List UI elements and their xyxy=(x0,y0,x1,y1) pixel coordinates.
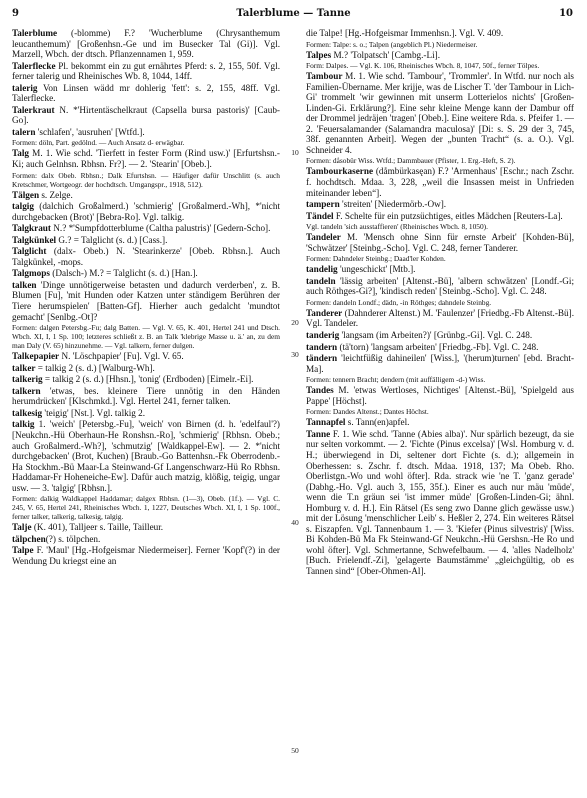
entry-text: Formen: dandeln Londf.; dädn, -in Röthges; dahndele Steinbg. xyxy=(306,297,492,307)
entry-text: s. Tann(en)apfel. xyxy=(345,417,410,428)
entry-text: 'lässig arbeiten' [Altenst.-Bü], 'albern schwätzen' [Londf.-Gi; auch Röthges-Gi?], 'kindisch reden' [Steinbg.-Scho]. Vgl. C. 248. xyxy=(306,275,574,297)
entry-note xyxy=(306,375,574,384)
dictionary-entry xyxy=(306,50,574,61)
dictionary-entry xyxy=(306,276,574,297)
dictionary-entry xyxy=(12,374,280,385)
entry-headword: Tannapfel xyxy=(306,417,346,428)
entry-text: 1. 'weich' [Petersbg.-Fu], 'weich' von Birnen (d. h. 'edelfaul'?) [Neukchn.-Hü Oberhaun-He Ronshsn.-Ro], 'schmierig' [Rbhsn. Obeb.; auch Großalmerd.-Wh?], 'schmutzig' [Waldkappel-Ew]. — 2. *'nicht durchgebacken' (Brot, Kuchen) [Braub.-Go Battenhsn.-Fk Oberrodenb.-Ha Stockhm.-Bü Maar-La Steinwand-Gf Langenschwarz-Hü Ro Rbhsn. Haddamar-Fr Hoheneiche-Ew]. Dafür auch matzig, klößig, teigig, ungar usw. — 3. 'talgig' [Rbhsn.]. xyxy=(12,419,280,493)
dictionary-entry xyxy=(306,28,574,39)
dictionary-entry xyxy=(12,61,280,82)
dictionary-entry xyxy=(306,71,574,155)
dictionary-entry xyxy=(12,280,280,322)
entry-text: 'leichtfüßig dahineilen' [Wiss.], '(herum)turnen' [ebd. Bracht-Ma]. xyxy=(306,353,574,374)
dictionary-entry xyxy=(306,353,574,374)
entry-headword: Tandeler xyxy=(306,232,341,243)
entry-headword: Tändel xyxy=(306,210,334,221)
entry-text: (K. 401), Talljeer s. Taille, Tailleur. xyxy=(31,522,164,533)
entry-headword: Talje xyxy=(12,522,32,533)
entry-text: Formen: Dahndeler Steinbg.; Daad'ler Kohden. xyxy=(306,254,446,264)
dictionary-entry xyxy=(306,385,574,406)
entry-headword: talkerig xyxy=(12,374,43,385)
page-number-right: 10 xyxy=(559,8,573,19)
entry-headword: Tambourkaserne xyxy=(306,166,374,177)
entry-text: Von Linsen wädd mr dohlerig 'fett': s. 2, 155, 48ff. Vgl. Talerflecke. xyxy=(12,82,280,104)
entry-text: F. 1. Wie schd. 'Tanne (Abies alba)'. Nur spärlich bezeugt, da sie nur selten vorkommt. — 2. 'Fichte (Pinus excelsa)' [Wsl. Homburg v. d. H.; überwiegend in Di, seltener dort Fichte (s. d.); allgemein in Oberhessen: s. Zschr. f. dtsch. Mdaa. 1918, 137; Ma Obeb. Rho. Oberlistgn.-Wo und wohl öfter]. Rda. strack wie 'ne T. 'ganz gerade' (Dabhg.-Ho. Vgl. auch 3, 155, 35f.). Einer es auch nur mäu 'müde', wenn die T.n gräun sei 'ist immer müde' [Großen-Linden-Gi; ähnl. Homburg v. d. H.]. Ein Rätsel (Es seng zwo Danne glich gewässe usw.) mit der Lösung 'menschlicher Leib' s. Heßler 2, 274. Ein weiteres Rätsel s. Eiszapfen. Vgl. Tannenbaum 1. — 3. 'Kiefer (Pinus silvestris)' [Wiss. Bi Kohden-Bü Ma Fk Steinwand-Gf Neukchn.-Hü Gershsn.-He Ro und wohl öfter]. Vgl. Schmertanne, Schwefelbaum. — 4. 'alles Nadelholz' [Buch. Frielendf.-Zi], 'gelagerte Baumstämme' „gleichgültig, ob es Tannen sind“ [Ober-Ohmen-Al]. xyxy=(306,428,574,576)
entry-headword: Talpe xyxy=(12,545,34,556)
entry-text: = talkig 2 (s. d.) [Walburg-Wh]. xyxy=(35,362,155,373)
entry-text: 'Dinge unnötigerweise betasten und dadurch verderben', z. B. Blumen [Fu], 'mit Hunden oder Katzen unter ständigem Berühren der Tiere herumspielen' [Batten-Gf]. Hierher auch gedalcht 'mundtot gemacht' [Senlbg.-Ot]? xyxy=(12,279,280,322)
entry-text: G.? = Talglicht (s. d.) [Cass.]. xyxy=(56,234,168,245)
entry-text: (Dahnderer Altenst.) M. 'Faulenzer' [Friedbg.-Fb Altenst.-Bü]. Vgl. Tandeler. xyxy=(306,307,574,329)
entry-text: F. 'Maul' [Hg.-Hofgeismar Niedermeiser]. Ferner 'Kopf'(?) in der Wendung Du kriegst eine an xyxy=(12,545,280,566)
entry-text: Pl. bekommt ein zu gut ernährtes Pferd: s. 2, 155, 50f. Vgl. ferner talerig und Rheinisches Wb. 8, 1044, 14ff. xyxy=(12,60,280,82)
entry-headword: Talgkraut xyxy=(12,223,51,234)
entry-headword: talgig xyxy=(12,201,34,212)
entry-text: Formen: tennern Bracht; dendern (mit auffälligem -d-) Wiss. xyxy=(306,375,486,385)
entry-headword: Talerflecke xyxy=(12,60,56,71)
line-number: 10 xyxy=(291,148,299,157)
entry-text: Formen: dåsobür Wiss. Wtfd.; Dammbauer (Pfister, 1. Erg.-Heft, S. 2). xyxy=(306,156,516,166)
entry-text: (dalx- Obeb.) N. 'Stearinkerze' [Obeb. Rbhsn.]. Auch Talgkünkel, -mops. xyxy=(12,246,280,267)
entry-headword: Tanne xyxy=(306,428,331,439)
entry-headword: Tandes xyxy=(306,385,334,396)
entry-text: Form: Dalpes. — Vgl. K. 106, Rheinisches Wbch. 8, 1047, 50f., ferner Tölpes. xyxy=(306,61,540,71)
entry-headword: Talglicht xyxy=(12,246,47,257)
left-column xyxy=(12,28,280,790)
entry-text: 'teigig' [Nst.]. Vgl. talkig 2. xyxy=(42,407,146,418)
dictionary-entry xyxy=(306,166,574,198)
dictionary-entry xyxy=(12,127,280,138)
entry-text: s. Zelge. xyxy=(39,189,73,200)
line-number: 50 xyxy=(291,746,299,755)
dictionary-entry xyxy=(12,105,280,126)
entry-text: M. 1. Wie schd. 'Tambour', 'Trommler'. In Wtfd. nur noch als Familien-Übername. Mer krijje, was de Lischer T. 'der Tambour in Lich-Gi' trommelt 'wir gewinnen mit unserm Lotterielos nichts' [Großen-Linden-Gi. Erklärung?]. Eine sehr kleine Menge kann der Dambur off der Drommel jedräjen 'tragen' [Obeb.]. Eine weitere Rda. s. Pfeifer 1. — 2. 'Feuersalamander (Salamandra maculosa)' [Di: s. S. 29 der 3, 745, 38f. genannten Arbeit]. Wegen der „bunten Tracht“ (s. a. O.). Vgl. Schneider 4. xyxy=(306,71,574,155)
line-number: 30 xyxy=(291,350,299,359)
page-number-left: 9 xyxy=(12,8,19,19)
entry-headword: Talpes xyxy=(306,49,332,60)
entry-headword: Talgkünkel xyxy=(12,234,57,245)
entry-text: M. 'Mensch ohne Sinn für ernste Arbeit' [Kohden-Bü], 'Schwätzer' [Steinbg.-Scho]. Vgl. C. 248, ferner Tanderer. xyxy=(306,232,574,253)
entry-note xyxy=(12,138,280,147)
entry-headword: Talerblume xyxy=(12,28,58,38)
running-title: Talerblume — Tanne xyxy=(236,8,351,19)
entry-note xyxy=(306,407,574,416)
entry-text: M.? 'Tolpatsch' [Cambg.-Li]. xyxy=(331,49,441,60)
entry-headword: talkesig xyxy=(12,407,43,418)
entry-text: 'streiten' [Niedermörb.-Ow]. xyxy=(339,199,447,210)
entry-text: Formen: döln, Part. gedölnd. — Auch Ansatz d- erwägbar. xyxy=(12,138,185,148)
entry-headword: talerig xyxy=(12,82,38,93)
entry-text: N. 'Löschpapier' [Fu]. Vgl. V. 65. xyxy=(59,351,184,362)
entry-text: 'schlafen', 'ausruhen' [Wtfd.]. xyxy=(35,126,145,137)
entry-text: M. 1. Wie schd. 'Tierfett in fester Form (Rind usw.)' [Erfurtshsn.-Ki; auch Gelnhsn. Rbhsn. Fr?]. — 2. 'Stearin' [Obeb.]. xyxy=(12,148,280,170)
entry-text: Formen: dalgen Petersbg.-Fu; dalg Batten. — Vgl. V. 65, K. 401, Hertel 241 und Dtsch. Wbch. XI, I, 1 Sp. 100; letzteres schließt z. B. an Talk 'klebrige Masse u. ä.' an, zu dem man Daly (V. 65) hinzunehme. — Vgl. talkern, ferner dulgen. xyxy=(12,323,280,351)
entry-note xyxy=(306,156,574,165)
entry-note xyxy=(306,222,574,231)
entry-headword: talker xyxy=(12,362,36,373)
entry-note xyxy=(306,298,574,307)
page-header xyxy=(0,8,587,22)
dictionary-entry xyxy=(306,199,574,210)
entry-text: 'etwas, bes. kleinere Tiere unnötig in den Händen herumdrücken' [Klschmkd.]. Vgl. Hertel 241, ferner talken. xyxy=(12,385,280,407)
dictionary-entry xyxy=(12,351,280,362)
dictionary-entry xyxy=(12,83,280,104)
entry-text: = talkig 2 (s. d.) [Hhsn.], 'tonig' (Erdboden) [Eimelr.-Ei]. xyxy=(42,374,254,385)
entry-note xyxy=(306,61,574,70)
entry-text: N.? *'Sumpfdotterblume (Caltha palustris)' [Gedern-Scho]. xyxy=(50,223,271,234)
entry-text: (-blomme) F.? 'Wucherblume (Chrysanthemum leucanthemum)' [Großenhsn.-Ge und im Busecker Tal (Gi)]. Vgl. Marzell, Wbch. der dtsch. Pflanzennamen 1, 959. xyxy=(12,28,280,60)
entry-text: (?) s. tölpchen. xyxy=(45,533,101,544)
dictionary-entry xyxy=(12,363,280,374)
entry-headword: Tanderer xyxy=(306,307,343,318)
entry-text: Vgl. tandeln 'sich ausstaffieren' (Rheinisches Wbch. 8, 1050). xyxy=(306,222,488,232)
entry-text: M. 'etwas Wertloses, Nichtiges' [Altenst.-Bü], 'Spielgeld aus Pappe' [Höchst]. xyxy=(306,385,574,406)
entry-headword: Talgmops xyxy=(12,268,50,279)
dictionary-entry xyxy=(12,148,280,169)
right-column xyxy=(306,28,574,790)
dictionary-entry xyxy=(306,211,574,222)
entry-note xyxy=(12,494,280,521)
entry-headword: talern xyxy=(12,126,36,137)
entry-text: Formen: dalkig Waldkappel Haddamar; dalgex Rbhsn. (1—3), Obeb. (1f.). — Vgl. C. 245, V. 65, Hertel 241, Rheinisches Wbch. 1, 1227, Deutsches Wbch. XI, I, 1 Sp. 100f., ferner talker, talkerig, talkesig, talgig. xyxy=(12,494,280,522)
dictionary-entry xyxy=(306,417,574,428)
entry-headword: Tälgen xyxy=(12,189,40,200)
entry-note xyxy=(12,171,280,189)
entry-headword: tandelig xyxy=(306,264,338,275)
entry-text: (Dalsch-) M.? = Talglicht (s. d.) [Han.]. xyxy=(49,268,198,279)
entry-headword: talkern xyxy=(12,385,41,396)
entry-headword: tändern xyxy=(306,353,338,364)
dictionary-entry xyxy=(12,534,280,545)
entry-text: Formen: Dandes Altenst.; Dantes Höchst. xyxy=(306,407,429,417)
dictionary-entry xyxy=(306,342,574,353)
entry-headword: Tambour xyxy=(306,71,343,82)
entry-headword: tampern xyxy=(306,199,340,210)
dictionary-entry xyxy=(306,232,574,253)
line-number: 40 xyxy=(291,518,299,527)
dictionary-entry xyxy=(12,386,280,407)
dictionary-entry xyxy=(12,190,280,201)
dictionary-entry xyxy=(12,201,280,222)
dictionary-entry xyxy=(12,235,280,246)
entry-text: N. *'Hirtentäschelkraut (Capsella bursa pastoris)' [Caub-Go]. xyxy=(12,104,280,126)
entry-note xyxy=(306,254,574,263)
line-number: 20 xyxy=(291,318,299,327)
entry-note xyxy=(306,40,574,49)
dictionary-entry xyxy=(12,522,280,533)
dictionary-entry xyxy=(12,419,280,493)
entry-text: F. Schelte für ein putzsüchtiges, eitles Mädchen [Reuters-La]. xyxy=(333,210,563,221)
entry-headword: Talerkraut xyxy=(12,104,55,115)
entry-text: 'ungeschickt' [Mtb.]. xyxy=(337,264,416,275)
dictionary-entry xyxy=(306,330,574,341)
entry-headword: talken xyxy=(12,279,37,290)
entry-headword: Talkepapier xyxy=(12,351,60,362)
entry-headword: Talg xyxy=(12,148,30,159)
entry-headword: tandern xyxy=(306,341,338,352)
dictionary-entry xyxy=(12,408,280,419)
entry-text: 'langsam (im Arbeiten?)' [Grünbg.-Gi]. Vgl. C. 248. xyxy=(339,330,533,341)
entry-headword: talkig xyxy=(12,419,35,430)
entry-text: (tä'torn) 'langsam arbeiten' [Friedbg.-Fb]. Vgl. C. 248. xyxy=(337,341,539,352)
dictionary-entry xyxy=(306,264,574,275)
dictionary-entry xyxy=(306,429,574,577)
entry-headword: tandeln xyxy=(306,275,336,286)
dictionary-entry xyxy=(12,246,280,267)
entry-text: Formen: Talpe: s. o.; Talpen (angeblich Pl.) Niedermeiser. xyxy=(306,39,478,49)
entry-text: (dåmbürkasęan) F.? 'Armenhaus' [Eschr.; nach Zschr. f. hochdtsch. Mdaa. 3, 228, „weil die Insassen meist in Unfrieden miteinander leben“]. xyxy=(306,166,574,198)
dictionary-entry xyxy=(306,308,574,329)
entry-headword: tälpchen xyxy=(12,533,46,544)
entry-note xyxy=(12,323,280,350)
dictionary-entry xyxy=(12,223,280,234)
dictionary-entry xyxy=(12,28,280,60)
entry-headword: tanderig xyxy=(306,330,340,341)
dictionary-entry xyxy=(12,545,280,566)
entry-text: die Talpe! [Hg.-Hofgeismar Immenhsn.]. Vgl. V. 409. xyxy=(306,28,504,38)
dictionary-entry xyxy=(12,268,280,279)
entry-text: (dalchich Großalmerd.) 'schmierig' [Großalmerd.-Wh], *'nicht durchgebacken (Brot)' [Bebra-Ro]. Vgl. talkig. xyxy=(12,201,280,222)
entry-text: Formen: dalx Obeb. Rbhsn.; Dalk Efurtshsn. — Häufiger dafür Unschlitt (s. auch Kretschmer, Wortgeogr. der hochdtsch. Umgangspr., 1918, 512). xyxy=(12,170,280,189)
